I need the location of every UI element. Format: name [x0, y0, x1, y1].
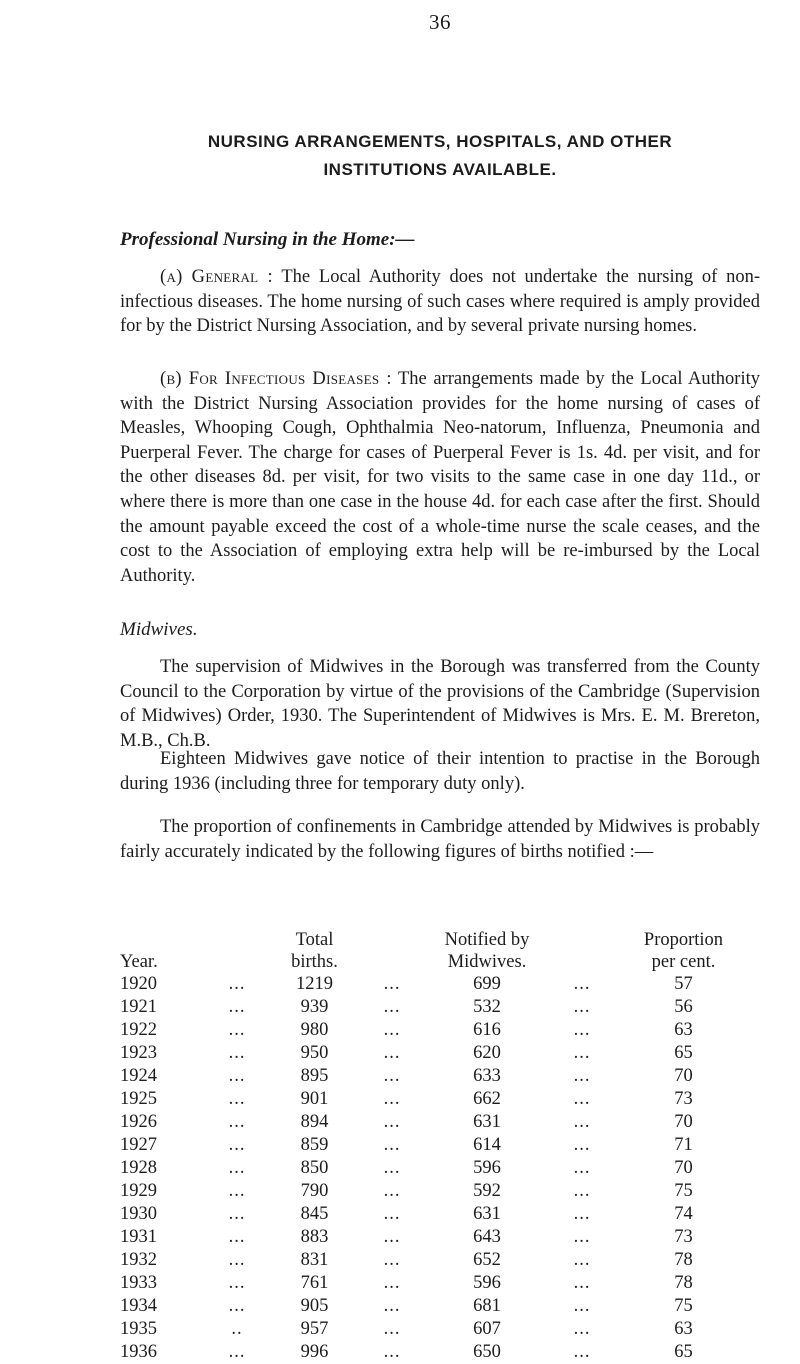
total-births-cell: 845: [300, 1204, 329, 1224]
notified-cell: 652: [473, 1250, 501, 1270]
proportion-cell: 56: [674, 997, 693, 1017]
header-notified: Notified by Midwives.: [444, 930, 530, 972]
notified-cell: 643: [473, 1227, 501, 1247]
total-births-cell: 883: [300, 1227, 329, 1247]
leader-dots: ...: [228, 1066, 246, 1086]
leader-dots: ...: [228, 1181, 246, 1201]
general-text: The Local Authority does not undertake the nursing of non-infectious diseases. The home nursing of such cases where required is amply provided for by the District Nursing Association, and by several private nursing homes.: [120, 267, 760, 337]
leader-dots: ...: [573, 1250, 591, 1270]
table-header-row: [120, 929, 760, 973]
year-cell: 1934: [120, 1296, 157, 1316]
leader-dots: ...: [573, 1066, 591, 1086]
leader-dots: ...: [383, 1135, 401, 1155]
leader-dots: ...: [573, 1319, 591, 1339]
leader-dots: ...: [383, 1296, 401, 1316]
leader-dots: ...: [383, 1066, 401, 1086]
proportion-cell: 63: [674, 1319, 693, 1339]
proportion-cell: 73: [674, 1089, 693, 1109]
year-cell: 1927: [120, 1135, 157, 1155]
table-row: [120, 1226, 760, 1249]
leader-dots: ...: [573, 1135, 591, 1155]
year-cell: 1922: [120, 1020, 157, 1040]
leader-dots: ...: [383, 1227, 401, 1247]
proportion-cell: 63: [674, 1020, 693, 1040]
total-births-cell: 859: [300, 1135, 329, 1155]
header-total-births: Total births.: [291, 930, 338, 972]
notified-cell: 650: [473, 1342, 501, 1362]
notified-cell: 631: [473, 1204, 501, 1224]
year-cell: 1933: [120, 1273, 157, 1293]
year-cell: 1926: [120, 1112, 157, 1132]
notified-cell: 633: [473, 1066, 501, 1086]
leader-dots: ...: [228, 1020, 246, 1040]
leader-dots: ...: [573, 1089, 591, 1109]
proportion-cell: 57: [674, 974, 693, 994]
leader-dots: ...: [573, 1342, 591, 1362]
year-cell: 1921: [120, 997, 157, 1017]
proportion-cell: 65: [674, 1043, 693, 1063]
table-row: [120, 1341, 760, 1364]
leader-dots: ...: [573, 1112, 591, 1132]
total-births-cell: 850: [300, 1158, 329, 1178]
proportion-cell: 74: [674, 1204, 693, 1224]
year-cell: 1924: [120, 1066, 157, 1086]
leader-dots: ...: [573, 1296, 591, 1316]
year-cell: 1920: [120, 974, 157, 994]
table-body: [120, 973, 760, 1364]
total-births-cell: 894: [300, 1112, 329, 1132]
table-row: [120, 1180, 760, 1203]
notified-cell: 681: [473, 1296, 501, 1316]
heading-line-2: INSTITUTIONS AVAILABLE.: [323, 160, 557, 179]
header-proportion: Proportion per cent.: [643, 930, 724, 972]
leader-dots: ...: [573, 1020, 591, 1040]
total-births-cell: 939: [300, 997, 329, 1017]
leader-dots: ...: [383, 1112, 401, 1132]
midwives-title: Midwives.: [120, 619, 198, 640]
total-births-cell: 957: [300, 1319, 329, 1339]
leader-dots: ...: [228, 1273, 246, 1293]
heading-line-1: NURSING ARRANGEMENTS, HOSPITALS, AND OTHER: [207, 132, 673, 151]
table-row: [120, 1134, 760, 1157]
notified-cell: 616: [473, 1020, 501, 1040]
leader-dots: ...: [228, 974, 246, 994]
total-births-cell: 950: [300, 1043, 329, 1063]
year-cell: 1936: [120, 1342, 157, 1362]
table-row: [120, 1088, 760, 1111]
leader-dots: ..: [231, 1319, 243, 1339]
notified-cell: 631: [473, 1112, 501, 1132]
page-number: 36: [429, 10, 451, 34]
total-births-cell: 901: [300, 1089, 329, 1109]
proportion-cell: 73: [674, 1227, 693, 1247]
midwives-proportion-paragraph: The proportion of confinements in Cambridge attended by Midwives is probably fairly accurately indicated by the following figures of births notified :—: [120, 817, 760, 862]
leader-dots: ...: [383, 1273, 401, 1293]
proportion-cell: 75: [674, 1296, 693, 1316]
proportion-cell: 70: [674, 1112, 693, 1132]
total-births-cell: 790: [300, 1181, 329, 1201]
notified-cell: 699: [473, 974, 501, 994]
table-row: [120, 1203, 760, 1226]
year-cell: 1932: [120, 1250, 157, 1270]
general-label: (a) General :: [160, 267, 273, 287]
year-cell: 1925: [120, 1089, 157, 1109]
proportion-cell: 70: [674, 1158, 693, 1178]
notified-cell: 620: [473, 1043, 501, 1063]
header-year: Year.: [120, 952, 158, 972]
table-row: [120, 1295, 760, 1318]
table-row: [120, 996, 760, 1019]
table-row: [120, 973, 760, 996]
leader-dots: ...: [383, 974, 401, 994]
leader-dots: ...: [228, 1227, 246, 1247]
leader-dots: ...: [383, 1204, 401, 1224]
leader-dots: ...: [383, 1181, 401, 1201]
total-births-cell: 831: [300, 1250, 329, 1270]
leader-dots: ...: [228, 997, 246, 1017]
table-row: [120, 1249, 760, 1272]
year-cell: 1928: [120, 1158, 157, 1178]
notified-cell: 532: [473, 997, 501, 1017]
leader-dots: ...: [573, 1181, 591, 1201]
leader-dots: ...: [228, 1204, 246, 1224]
leader-dots: ...: [383, 1158, 401, 1178]
table-row: [120, 1272, 760, 1295]
leader-dots: ...: [573, 997, 591, 1017]
total-births-cell: 1219: [296, 974, 333, 994]
notified-cell: 614: [473, 1135, 501, 1155]
leader-dots: ...: [383, 1250, 401, 1270]
notified-cell: 592: [473, 1181, 501, 1201]
infectious-label: (b) For Infectious Diseases :: [160, 369, 392, 389]
leader-dots: ...: [383, 1319, 401, 1339]
leader-dots: ...: [383, 1342, 401, 1362]
table-row: [120, 1318, 760, 1341]
table-row: [120, 1065, 760, 1088]
leader-dots: ...: [573, 1043, 591, 1063]
leader-dots: ...: [573, 1204, 591, 1224]
leader-dots: ...: [573, 1273, 591, 1293]
leader-dots: ...: [228, 1112, 246, 1132]
table-row: [120, 1019, 760, 1042]
leader-dots: ...: [573, 1227, 591, 1247]
leader-dots: ...: [383, 1043, 401, 1063]
leader-dots: ...: [228, 1296, 246, 1316]
general-paragraph: [120, 265, 760, 339]
table-row: [120, 1157, 760, 1180]
infectious-text: The arrangements made by the Local Authority with the District Nursing Association provides for the home nursing of cases of Measles, Whooping Cough, Ophthalmia Neo-natorum, Influenza, Pneumonia and Puerperal Fever. The charge for cases of Puerperal Fever is 1s. 4d. per visit, and for the other diseases 8d. per visit, for two visits to the same case in one day 11d., or where there is more than one case in the house 4d. for each case after the first. Should the amount payable exceed the cost of a whole-time nurse the scale ceases, and the cost to the Association of employing extra help will be re-imbursed by the Local Authority.: [120, 369, 760, 586]
proportion-cell: 65: [674, 1342, 693, 1362]
leader-dots: ...: [228, 1089, 246, 1109]
proportion-cell: 75: [674, 1181, 693, 1201]
notified-cell: 596: [473, 1273, 501, 1293]
professional-nursing-title: Professional Nursing in the Home:—: [120, 229, 415, 250]
leader-dots: ...: [383, 1020, 401, 1040]
midwives-supervision-paragraph: The supervision of Midwives in the Borough was transferred from the County Council to the Corporation by virtue of the provisions of the Cambridge (Supervision of Midwives) Order, 1930. The Superintendent of Midwives is Mrs. E. M. Brereton, M.B., Ch.B.: [120, 657, 760, 751]
total-births-cell: 895: [300, 1066, 329, 1086]
proportion-cell: 78: [674, 1273, 693, 1293]
leader-dots: ...: [228, 1043, 246, 1063]
total-births-cell: 761: [300, 1273, 329, 1293]
notified-cell: 596: [473, 1158, 501, 1178]
leader-dots: ...: [573, 1158, 591, 1178]
births-table: [120, 929, 760, 1364]
leader-dots: ...: [228, 1135, 246, 1155]
proportion-cell: 78: [674, 1250, 693, 1270]
notified-cell: 662: [473, 1089, 501, 1109]
year-cell: 1935: [120, 1319, 157, 1339]
proportion-cell: 71: [674, 1135, 693, 1155]
total-births-cell: 980: [300, 1020, 329, 1040]
notified-cell: 607: [473, 1319, 501, 1339]
table-row: [120, 1042, 760, 1065]
year-cell: 1923: [120, 1043, 157, 1063]
total-births-cell: 996: [300, 1342, 329, 1362]
total-births-cell: 905: [300, 1296, 329, 1316]
leader-dots: ...: [228, 1158, 246, 1178]
leader-dots: ...: [228, 1342, 246, 1362]
leader-dots: ...: [228, 1250, 246, 1270]
table-row: [120, 1111, 760, 1134]
leader-dots: ...: [383, 1089, 401, 1109]
leader-dots: ...: [383, 997, 401, 1017]
year-cell: 1929: [120, 1181, 157, 1201]
midwives-notice-paragraph: Eighteen Midwives gave notice of their intention to practise in the Borough during 1936 (including three for temporary duty only).: [120, 749, 760, 794]
section-heading: [120, 128, 760, 184]
leader-dots: ...: [573, 974, 591, 994]
year-cell: 1930: [120, 1204, 157, 1224]
infectious-paragraph: [120, 367, 760, 588]
year-cell: 1931: [120, 1227, 157, 1247]
proportion-cell: 70: [674, 1066, 693, 1086]
